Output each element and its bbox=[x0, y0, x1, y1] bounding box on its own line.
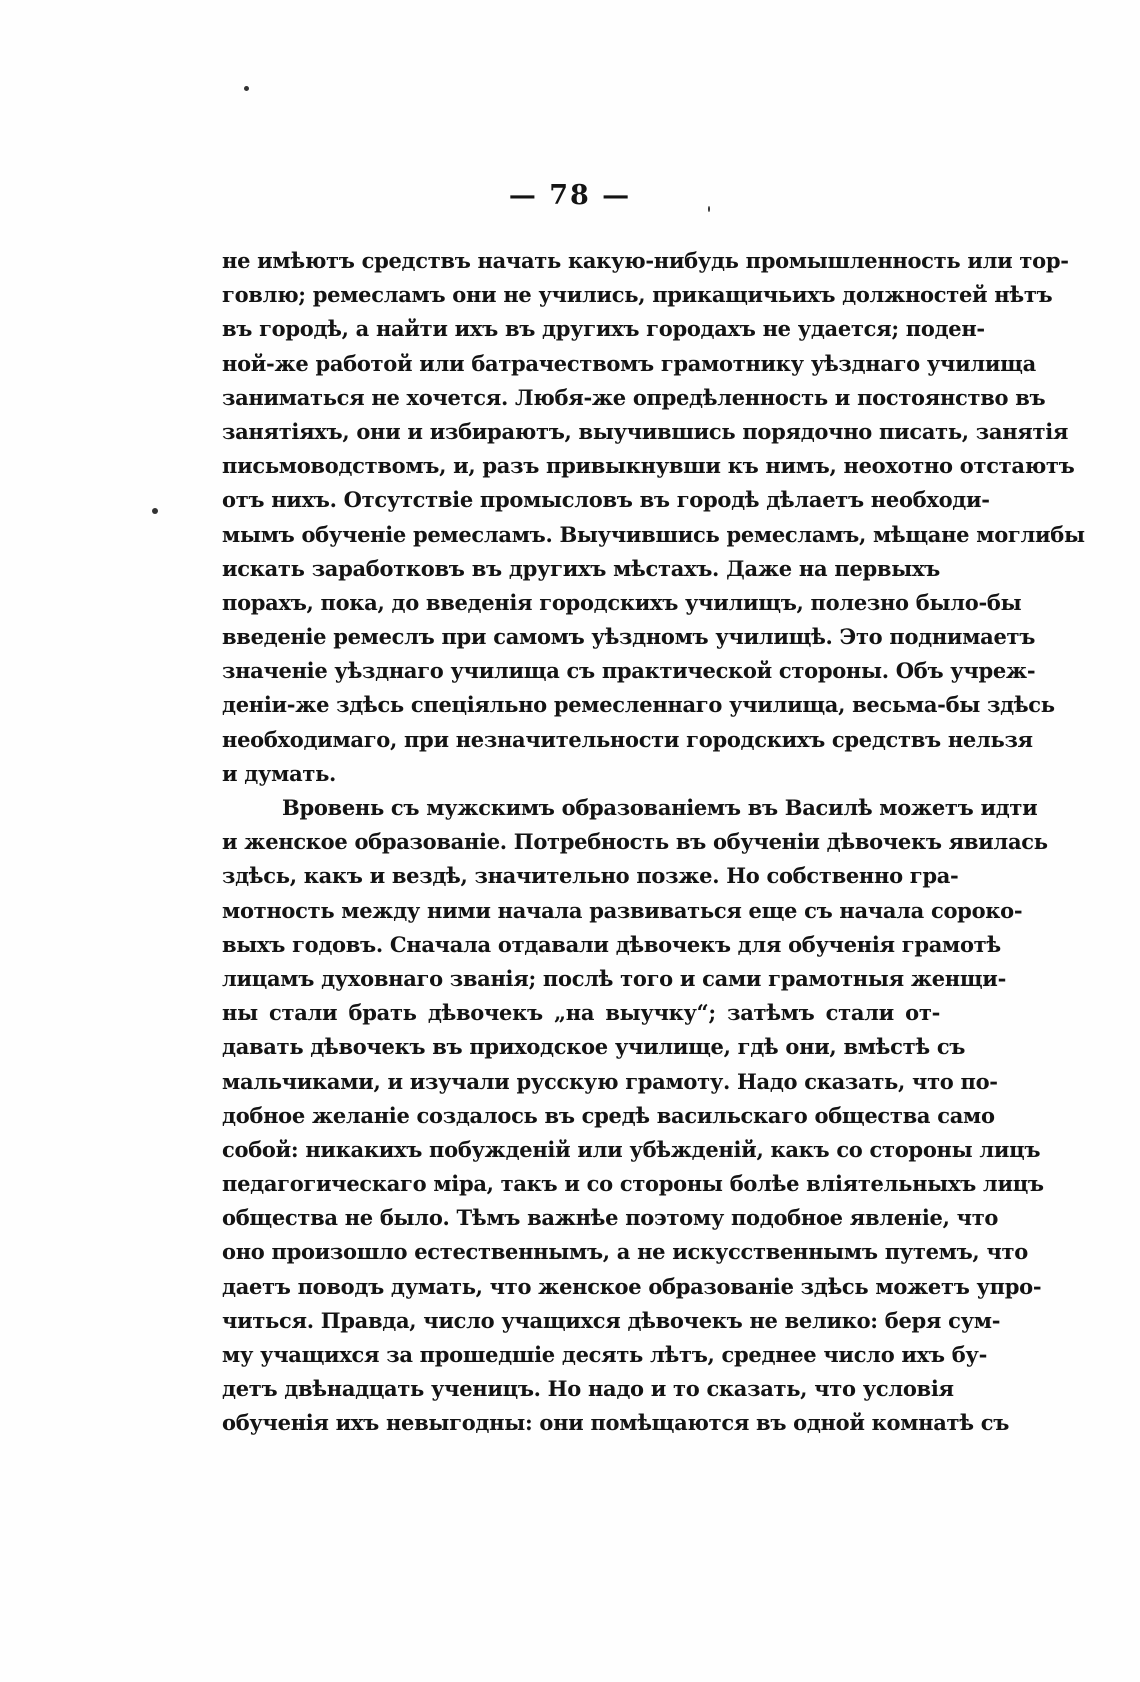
text-line: значеніе уѣзднаго училища съ практической стороны. Объ учреж- bbox=[222, 658, 1036, 684]
text-line: лицамъ духовнаго званія; послѣ того и сами грамотныя женщи- bbox=[222, 965, 1006, 991]
text-line: собой: никакихъ побужденій или убѣжденій, какъ со стороны лицъ bbox=[222, 1136, 1041, 1162]
text-line: и женское образованіе. Потребность въ обученіи дѣвочекъ явилась bbox=[222, 829, 1048, 855]
paragraph-2 bbox=[222, 791, 1048, 1441]
text-line: оно произошло естественнымъ, а не искусственнымъ путемъ, что bbox=[222, 1239, 1028, 1265]
text-line: занятіяхъ, они и избираютъ, выучившись порядочно писать, занятія bbox=[222, 418, 1069, 444]
text-line: выхъ годовъ. Сначала отдавали дѣвочекъ для обученія грамотѣ bbox=[222, 931, 1001, 957]
text-line: даетъ поводъ думать, что женское образованіе здѣсь можетъ упро- bbox=[222, 1273, 1042, 1299]
text-line: заниматься не хочется. Любя-же опредѣленность и постоянство въ bbox=[222, 384, 1046, 410]
text-line: здѣсь, какъ и вездѣ, значительно позже. Но собственно гра- bbox=[222, 863, 959, 889]
body-text bbox=[222, 244, 1085, 1441]
text-line: Вровень съ мужскимъ образованіемъ въ Василѣ можетъ идти bbox=[282, 795, 1038, 820]
text-line: му учащихся за прошедшіе десять лѣтъ, среднее число ихъ бу- bbox=[222, 1342, 987, 1367]
text-line: деніи-же здѣсь спеціяльно ремесленнаго училища, весьма-бы здѣсь bbox=[222, 692, 1055, 718]
text-line: и думать. bbox=[222, 760, 337, 786]
text-line: детъ двѣнадцать ученицъ. Но надо и то сказать, что условія bbox=[222, 1376, 954, 1402]
text-line: общества не было. Тѣмъ важнѣе поэтому подобное явленіе, что bbox=[222, 1205, 999, 1231]
ink-speck bbox=[244, 86, 249, 91]
page-number: — 78 — bbox=[508, 180, 632, 211]
text-line: говлю; ремесламъ они не учились, прикащичьихъ должностей нѣтъ bbox=[222, 282, 1053, 308]
text-line: искать заработковъ въ другихъ мѣстахъ. Даже на первыхъ bbox=[222, 555, 940, 581]
text-line: ны стали брать дѣвочекъ „на выучку“; затѣмъ стали от- bbox=[222, 1000, 940, 1026]
text-line: мотность между ними начала развиваться еще съ начала сороко- bbox=[222, 897, 1023, 923]
text-line: отъ нихъ. Отсутствіе промысловъ въ городѣ дѣлаетъ необходи- bbox=[222, 487, 990, 513]
text-line: читься. Правда, число учащихся дѣвочекъ не велико: беря сум- bbox=[222, 1307, 1001, 1333]
paragraph-1 bbox=[222, 244, 1085, 791]
ink-speck bbox=[152, 508, 158, 514]
text-line: добное желаніе создалось въ средѣ васильскаго общества само bbox=[222, 1102, 995, 1128]
text-line: въ городѣ, а найти ихъ въ другихъ городахъ не удается; поден- bbox=[222, 316, 985, 342]
text-line: педагогическаго міра, такъ и со стороны болѣе вліятельныхъ лицъ bbox=[222, 1171, 1044, 1197]
text-line: необходимаго, при незначительности городскихъ средствъ нельзя bbox=[222, 726, 1033, 752]
text-line: ной-же работой или батрачествомъ грамотнику уѣзднаго училища bbox=[222, 350, 1036, 376]
text-line: давать дѣвочекъ въ приходское училище, гдѣ они, вмѣстѣ съ bbox=[222, 1034, 966, 1060]
text-line: порахъ, пока, до введенія городскихъ училищъ, полезно было-бы bbox=[222, 589, 1022, 615]
text-line: не имѣютъ средствъ начать какую-нибудь промышленность или тор- bbox=[222, 248, 1069, 273]
text-line: мымъ обученіе ремесламъ. Выучившись ремесламъ, мѣщане моглибы bbox=[222, 521, 1085, 547]
text-line: письмоводствомъ, и, разъ привыкнувши къ нимъ, неохотно отстаютъ bbox=[222, 453, 1075, 479]
text-line: обученія ихъ невыгодны: они помѣщаются въ одной комнатѣ съ bbox=[222, 1410, 1009, 1436]
text-line: введеніе ремеслъ при самомъ уѣздномъ училищѣ. Это поднимаетъ bbox=[222, 624, 1036, 650]
text-line: мальчиками, и изучали русскую грамоту. Надо сказать, что по- bbox=[222, 1068, 998, 1094]
